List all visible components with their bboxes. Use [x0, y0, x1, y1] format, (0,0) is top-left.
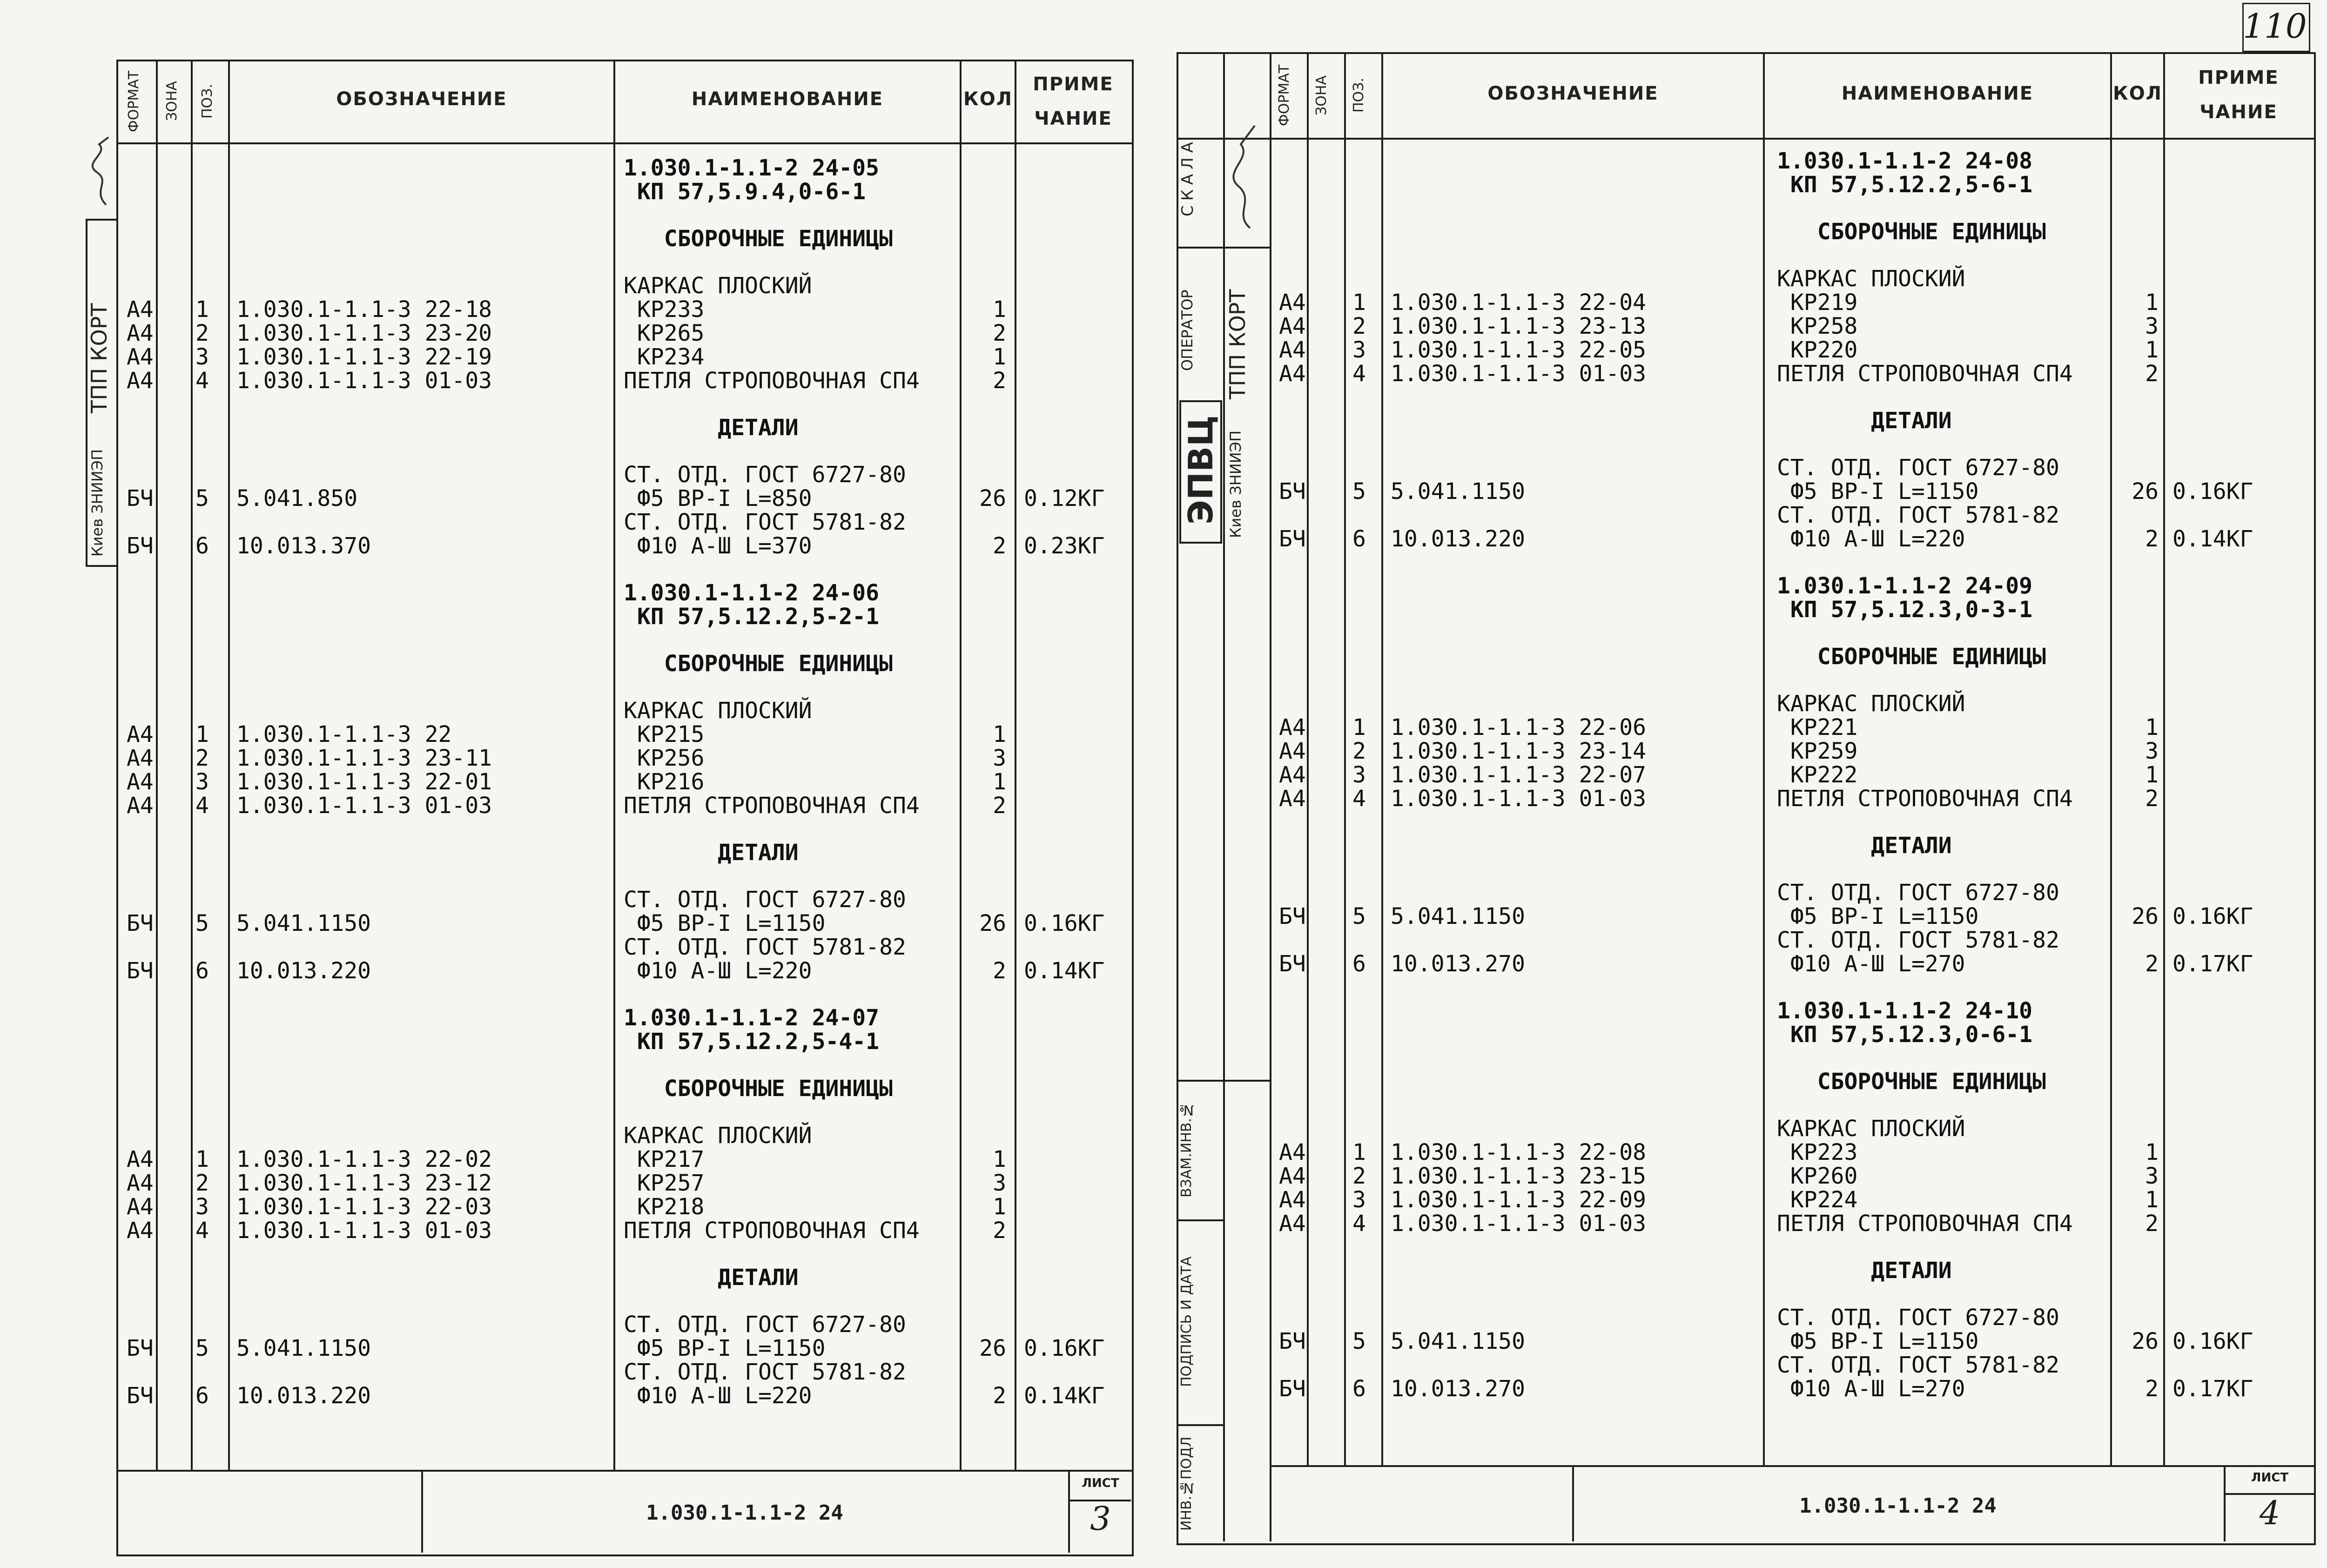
cell-qty: 2: [993, 533, 1006, 559]
cell-note: 0.16КГ: [1024, 910, 1105, 936]
cell-pos: 6: [195, 958, 209, 984]
cell-name: ПЕТЛЯ СТРОПОВОЧНАЯ СП4: [1777, 786, 2073, 812]
cell-designation: 10.013.220: [236, 958, 371, 984]
header-divider: [116, 142, 1132, 144]
sheet-label: ЛИСТ: [1082, 1476, 1119, 1490]
cell-name: Ф10 А-Ш L=220: [624, 958, 812, 984]
col-divider: [228, 60, 230, 1470]
cell-qty: 2: [2145, 361, 2159, 387]
col-divider: [960, 60, 962, 1470]
cell-qty: 2: [993, 1383, 1006, 1409]
cell-name: Ф5 ВР-I L=1150: [624, 910, 826, 936]
cell-note: 0.16КГ: [1024, 1335, 1105, 1361]
cell-format: А4: [1279, 1139, 1306, 1165]
cell-note: 0.12КГ: [1024, 485, 1105, 511]
cell-designation: 1.030.1-1.1-3 22-03: [236, 1194, 492, 1220]
cell-name: КР223: [1777, 1139, 1858, 1165]
cell-name: КР221: [1777, 714, 1858, 740]
cell-format: А4: [127, 793, 154, 819]
cell-designation: 10.013.220: [236, 1383, 371, 1409]
cell-designation: 1.030.1-1.1-3 22-01: [236, 769, 492, 795]
cell-qty: 3: [2145, 738, 2159, 764]
cell-qty: 26: [979, 910, 1006, 936]
cell-pos: 5: [195, 485, 209, 511]
cell-format: А4: [1279, 714, 1306, 740]
cell-pos: 2: [195, 320, 209, 346]
cell-qty: 1: [993, 721, 1006, 747]
col-divider: [2110, 52, 2112, 1465]
cell-designation: 1.030.1-1.1-3 01-03: [236, 368, 492, 394]
cell-pos: 2: [195, 745, 209, 771]
cell-designation: 1.030.1-1.1-3 22-05: [1391, 337, 1647, 363]
cell-pos: 2: [1352, 1163, 1366, 1189]
cell-note: 0.14КГ: [2172, 526, 2253, 552]
cell-name: 1.030.1-1.1-2 24-10: [1777, 998, 2033, 1024]
cell-name: 1.030.1-1.1-2 24-05: [624, 155, 880, 181]
cell-name: КР234: [624, 344, 705, 370]
cell-name: КР233: [624, 296, 705, 323]
cell-format: БЧ: [127, 958, 154, 984]
header-pos: ПОЗ.: [199, 84, 215, 119]
header-name: НАИМЕНОВАНИЕ: [691, 88, 884, 110]
cell-qty: 2: [2145, 951, 2159, 977]
cell-name: СБОРОЧНЫЕ ЕДИНИЦЫ: [1777, 219, 2046, 245]
cell-format: А4: [127, 1194, 154, 1220]
cell-pos: 1: [195, 296, 209, 323]
cell-format: БЧ: [1279, 903, 1306, 929]
header-designation: ОБОЗНАЧЕНИЕ: [336, 88, 507, 110]
header-zone: ЗОНА: [1313, 75, 1330, 115]
cell-pos: 1: [1352, 714, 1366, 740]
cell-name: СБОРОЧНЫЕ ЕДИНИЦЫ: [1777, 644, 2046, 670]
cell-note: 0.23КГ: [1024, 533, 1105, 559]
cell-name: 1.030.1-1.1-2 24-08: [1777, 148, 2033, 174]
cell-name: Ф10 А-Ш L=270: [1777, 951, 1965, 977]
cell-designation: 10.013.370: [236, 533, 371, 559]
cell-format: А4: [1279, 786, 1306, 812]
cell-name: КР218: [624, 1194, 705, 1220]
cell-pos: 1: [195, 1146, 209, 1172]
cell-designation: 1.030.1-1.1-3 01-03: [1391, 1211, 1647, 1237]
cell-pos: 2: [1352, 313, 1366, 339]
cell-designation: 1.030.1-1.1-3 23-11: [236, 745, 492, 771]
cell-name: Ф10 А-Ш L=220: [624, 1383, 812, 1409]
cell-qty: 1: [993, 296, 1006, 323]
cell-name: СТ. ОТД. ГОСТ 6727-80: [624, 887, 906, 913]
cell-format: А4: [127, 320, 154, 346]
cell-name: КП 57,5.12.2,5-6-1: [1777, 172, 2033, 198]
stamp-kiev-zniiep: Киев ЗНИИЭП: [88, 449, 106, 557]
header-note-1: ПРИМЕ: [2198, 67, 2279, 88]
stamp-tpp-kort: ТПП КОРТ: [1225, 289, 1250, 400]
cell-name: Ф5 ВР-I L=850: [624, 485, 812, 511]
cell-designation: 1.030.1-1.1-3 01-03: [1391, 361, 1647, 387]
cell-qty: 3: [993, 745, 1006, 771]
cell-pos: 3: [195, 344, 209, 370]
cell-designation: 10.013.270: [1391, 1376, 1525, 1402]
cell-designation: 1.030.1-1.1-3 23-20: [236, 320, 492, 346]
footer-divider: [1270, 1465, 2314, 1467]
cell-name: СБОРОЧНЫЕ ЕДИНИЦЫ: [624, 226, 893, 252]
cell-name: Ф10 А-Ш L=220: [1777, 526, 1965, 552]
cell-pos: 1: [195, 721, 209, 747]
cell-name: КР257: [624, 1170, 705, 1196]
cell-name: КР220: [1777, 337, 1858, 363]
header-designation: ОБОЗНАЧЕНИЕ: [1487, 83, 1659, 104]
cell-pos: 5: [195, 1335, 209, 1361]
cell-name: КАРКАС ПЛОСКИЙ: [624, 698, 812, 724]
cell-name: ПЕТЛЯ СТРОПОВОЧНАЯ СП4: [1777, 1211, 2073, 1237]
cell-qty: 1: [2145, 714, 2159, 740]
cell-format: БЧ: [1279, 1376, 1306, 1402]
cell-pos: 1: [1352, 1139, 1366, 1165]
cell-name: Ф5 ВР-I L=1150: [1777, 478, 1979, 505]
cell-pos: 4: [195, 368, 209, 394]
cell-format: А4: [127, 745, 154, 771]
cell-note: 0.16КГ: [2172, 903, 2253, 929]
cell-name: СТ. ОТД. ГОСТ 6727-80: [624, 1312, 906, 1338]
cell-designation: 1.030.1-1.1-3 22: [236, 721, 452, 747]
cell-qty: 2: [993, 1218, 1006, 1244]
stamp-divider: [1177, 1424, 1223, 1426]
cell-name: СБОРОЧНЫЕ ЕДИНИЦЫ: [624, 1076, 893, 1102]
stamp-signature-date: ПОДПИСЬ И ДАТА: [1178, 1256, 1195, 1387]
col-divider: [613, 60, 615, 1470]
header-qty: КОЛ: [2113, 83, 2162, 104]
cell-qty: 2: [993, 320, 1006, 346]
cell-name: СТ. ОТД. ГОСТ 5781-82: [1777, 1352, 2059, 1378]
cell-qty: 1: [993, 1146, 1006, 1172]
cell-name: СТ. ОТД. ГОСТ 5781-82: [624, 1359, 906, 1385]
cell-pos: 4: [195, 1218, 209, 1244]
stamp-divider: [1177, 247, 1270, 249]
signature-image: [87, 135, 115, 209]
cell-name: СТ. ОТД. ГОСТ 5781-82: [624, 934, 906, 960]
cell-designation: 1.030.1-1.1-3 01-03: [236, 1218, 492, 1244]
cell-format: А4: [127, 1146, 154, 1172]
cell-qty: 1: [993, 769, 1006, 795]
cell-note: 0.16КГ: [2172, 1328, 2253, 1354]
cell-name: КР258: [1777, 313, 1858, 339]
cell-name: КР219: [1777, 289, 1858, 316]
sheet-right: [1177, 0, 2327, 1568]
col-divider: [1381, 52, 1383, 1465]
col-divider: [1307, 52, 1309, 1465]
cell-name: Ф5 ВР-I L=1150: [624, 1335, 826, 1361]
cell-name: КР217: [624, 1146, 705, 1172]
cell-format: А4: [1279, 1163, 1306, 1189]
cell-qty: 1: [2145, 289, 2159, 316]
cell-pos: 3: [1352, 337, 1366, 363]
cell-pos: 5: [1352, 903, 1366, 929]
cell-name: КАРКАС ПЛОСКИЙ: [1777, 1116, 1965, 1142]
cell-note: 0.17КГ: [2172, 951, 2253, 977]
cell-pos: 5: [1352, 478, 1366, 505]
cell-format: БЧ: [1279, 951, 1306, 977]
cell-qty: 1: [2145, 762, 2159, 788]
cell-format: БЧ: [127, 910, 154, 936]
cell-pos: 6: [1352, 951, 1366, 977]
cell-name: СТ. ОТД. ГОСТ 6727-80: [624, 462, 906, 488]
cell-designation: 1.030.1-1.1-3 22-04: [1391, 289, 1647, 316]
cell-pos: 5: [195, 910, 209, 936]
cell-name: КР216: [624, 769, 705, 795]
cell-format: А4: [127, 368, 154, 394]
cell-note: 0.14КГ: [1024, 1383, 1105, 1409]
header-format: ФОРМАТ: [1276, 64, 1292, 127]
cell-format: А4: [1279, 738, 1306, 764]
cell-designation: 1.030.1-1.1-3 22-06: [1391, 714, 1647, 740]
cell-name: ДЕТАЛИ: [624, 1265, 799, 1291]
cell-designation: 5.041.1150: [1391, 1328, 1525, 1354]
cell-format: А4: [1279, 337, 1306, 363]
cell-format: А4: [1279, 1187, 1306, 1213]
cell-qty: 2: [2145, 1211, 2159, 1237]
cell-name: КАРКАС ПЛОСКИЙ: [624, 1123, 812, 1149]
cell-format: БЧ: [1279, 526, 1306, 552]
stamp-tpp-kort: ТПП КОРТ: [87, 303, 112, 414]
cell-pos: 3: [195, 769, 209, 795]
cell-designation: 1.030.1-1.1-3 23-12: [236, 1170, 492, 1196]
cell-name: СТ. ОТД. ГОСТ 5781-82: [1777, 927, 2059, 953]
col-divider: [1763, 52, 1765, 1465]
cell-name: 1.030.1-1.1-2 24-09: [1777, 573, 2033, 599]
cell-note: 0.14КГ: [1024, 958, 1105, 984]
cell-name: ПЕТЛЯ СТРОПОВОЧНАЯ СП4: [624, 368, 920, 394]
cell-format: А4: [1279, 762, 1306, 788]
cell-name: ДЕТАЛИ: [1777, 833, 1952, 859]
header-name: НАИМЕНОВАНИЕ: [1841, 83, 2034, 104]
sheet-number: 3: [1090, 1500, 1111, 1538]
cell-format: А4: [127, 1170, 154, 1196]
cell-name: КАРКАС ПЛОСКИЙ: [624, 273, 812, 299]
cell-name: СТ. ОТД. ГОСТ 6727-80: [1777, 455, 2059, 481]
cell-pos: 6: [1352, 1376, 1366, 1402]
cell-pos: 6: [1352, 526, 1366, 552]
cell-designation: 10.013.270: [1391, 951, 1525, 977]
cell-qty: 3: [2145, 1163, 2159, 1189]
header-note-2: ЧАНИЕ: [2199, 101, 2278, 123]
stamp-inv-podl: ИНВ.№ПОДЛ: [1178, 1436, 1195, 1531]
cell-format: БЧ: [127, 533, 154, 559]
cell-name: СТ. ОТД. ГОСТ 5781-82: [1777, 502, 2059, 528]
cell-name: ПЕТЛЯ СТРОПОВОЧНАЯ СП4: [624, 793, 920, 819]
cell-designation: 1.030.1-1.1-3 22-18: [236, 296, 492, 323]
cell-pos: 3: [1352, 762, 1366, 788]
cell-name: 1.030.1-1.1-2 24-07: [624, 1005, 880, 1031]
sheet-label: ЛИСТ: [2251, 1471, 2289, 1485]
cell-name: ПЕТЛЯ СТРОПОВОЧНАЯ СП4: [624, 1218, 920, 1244]
cell-qty: 26: [2132, 903, 2159, 929]
header-format: ФОРМАТ: [126, 70, 142, 132]
stamp-epvc: ЭПВЦ: [1181, 415, 1220, 525]
cell-designation: 5.041.1150: [236, 910, 371, 936]
cell-format: А4: [1279, 361, 1306, 387]
cell-name: ДЕТАЛИ: [1777, 1258, 1952, 1284]
cell-qty: 2: [2145, 786, 2159, 812]
cell-designation: 1.030.1-1.1-3 22-09: [1391, 1187, 1647, 1213]
stamp-divider: [1177, 1080, 1270, 1082]
cell-name: СТ. ОТД. ГОСТ 5781-82: [624, 509, 906, 535]
cell-designation: 10.013.220: [1391, 526, 1525, 552]
cell-qty: 26: [2132, 1328, 2159, 1354]
cell-designation: 1.030.1-1.1-3 22-08: [1391, 1139, 1647, 1165]
header-note-1: ПРИМЕ: [1033, 74, 1114, 95]
cell-name: КП 57,5.12.2,5-4-1: [624, 1029, 880, 1055]
cell-qty: 26: [979, 1335, 1006, 1361]
cell-pos: 4: [1352, 361, 1366, 387]
cell-format: БЧ: [127, 1335, 154, 1361]
cell-designation: 1.030.1-1.1-3 23-13: [1391, 313, 1647, 339]
footer-code: 1.030.1-1.1-2 24: [1799, 1494, 1997, 1518]
col-divider: [1015, 60, 1016, 1470]
cell-name: 1.030.1-1.1-2 24-06: [624, 580, 880, 606]
cell-pos: 6: [195, 1383, 209, 1409]
signature-image: [1227, 116, 1264, 237]
cell-note: 0.17КГ: [2172, 1376, 2253, 1402]
cell-format: А4: [127, 1218, 154, 1244]
cell-pos: 2: [195, 1170, 209, 1196]
cell-qty: 2: [2145, 1376, 2159, 1402]
cell-designation: 1.030.1-1.1-3 22-02: [236, 1146, 492, 1172]
cell-pos: 3: [195, 1194, 209, 1220]
col-divider: [156, 60, 158, 1470]
cell-name: СТ. ОТД. ГОСТ 6727-80: [1777, 1305, 2059, 1331]
cell-pos: 4: [195, 793, 209, 819]
cell-format: А4: [127, 344, 154, 370]
cell-format: А4: [127, 296, 154, 323]
cell-designation: 5.041.850: [236, 485, 358, 511]
cell-note: 0.16КГ: [2172, 478, 2253, 505]
cell-format: БЧ: [127, 485, 154, 511]
stamp-scale: СКАЛА: [1178, 137, 1197, 216]
cell-designation: 5.041.1150: [236, 1335, 371, 1361]
cell-name: СБОРОЧНЫЕ ЕДИНИЦЫ: [1777, 1069, 2046, 1095]
cell-format: А4: [127, 769, 154, 795]
cell-format: БЧ: [127, 1383, 154, 1409]
stamp-operator: ОПЕРАТОР: [1178, 289, 1196, 371]
cell-qty: 2: [993, 793, 1006, 819]
cell-name: КР265: [624, 320, 705, 346]
cell-format: БЧ: [1279, 478, 1306, 505]
cell-designation: 1.030.1-1.1-3 01-03: [1391, 786, 1647, 812]
cell-format: А4: [1279, 289, 1306, 316]
cell-name: СБОРОЧНЫЕ ЕДИНИЦЫ: [624, 651, 893, 677]
cell-pos: 5: [1352, 1328, 1366, 1354]
cell-name: Ф5 ВР-I L=1150: [1777, 903, 1979, 929]
cell-name: Ф5 ВР-I L=1150: [1777, 1328, 1979, 1354]
header-pos: ПОЗ.: [1351, 78, 1367, 113]
cell-name: КАРКАС ПЛОСКИЙ: [1777, 691, 1965, 717]
col-divider: [2163, 52, 2165, 1465]
cell-name: Ф10 А-Ш L=270: [1777, 1376, 1965, 1402]
cell-qty: 1: [2145, 337, 2159, 363]
cell-name: КР222: [1777, 762, 1858, 788]
cell-name: КП 57,5.9.4,0-6-1: [624, 179, 866, 205]
cell-name: СТ. ОТД. ГОСТ 6727-80: [1777, 880, 2059, 906]
cell-name: КР256: [624, 745, 705, 771]
cell-format: БЧ: [1279, 1328, 1306, 1354]
cell-designation: 1.030.1-1.1-3 22-07: [1391, 762, 1647, 788]
header-qty: КОЛ: [963, 88, 1013, 110]
cell-pos: 1: [1352, 289, 1366, 316]
col-divider: [1270, 52, 1271, 1541]
cell-name: КП 57,5.12.3,0-6-1: [1777, 1022, 2033, 1048]
cell-qty: 1: [2145, 1139, 2159, 1165]
cell-name: КР215: [624, 721, 705, 747]
cell-pos: 6: [195, 533, 209, 559]
cell-designation: 1.030.1-1.1-3 23-15: [1391, 1163, 1647, 1189]
cell-name: КАРКАС ПЛОСКИЙ: [1777, 266, 1965, 292]
footer-divider: [116, 1470, 1132, 1472]
cell-qty: 26: [2132, 478, 2159, 505]
cell-designation: 5.041.1150: [1391, 903, 1525, 929]
cell-name: Ф10 А-Ш L=370: [624, 533, 812, 559]
cell-name: ДЕТАЛИ: [1777, 408, 1952, 434]
cell-name: ДЕТАЛИ: [624, 415, 799, 441]
cell-name: ПЕТЛЯ СТРОПОВОЧНАЯ СП4: [1777, 361, 2073, 387]
col-divider: [191, 60, 193, 1470]
cell-format: А4: [1279, 1211, 1306, 1237]
cell-qty: 3: [993, 1170, 1006, 1196]
cell-format: А4: [1279, 313, 1306, 339]
cell-qty: 2: [2145, 526, 2159, 552]
cell-designation: 5.041.1150: [1391, 478, 1525, 505]
cell-format: А4: [127, 721, 154, 747]
cell-name: КР259: [1777, 738, 1858, 764]
cell-pos: 2: [1352, 738, 1366, 764]
sheet-number: 4: [2259, 1494, 2280, 1532]
cell-qty: 2: [993, 368, 1006, 394]
cell-name: КП 57,5.12.3,0-3-1: [1777, 597, 2033, 623]
cell-qty: 2: [993, 958, 1006, 984]
cell-name: КП 57,5.12.2,5-2-1: [624, 604, 880, 630]
stamp-divider: [1177, 1219, 1223, 1221]
cell-name: ДЕТАЛИ: [624, 840, 799, 866]
cell-designation: 1.030.1-1.1-3 23-14: [1391, 738, 1647, 764]
stamp-kiev-zniiep: Киев ЗНИИЭП: [1227, 430, 1244, 538]
cell-designation: 1.030.1-1.1-3 01-03: [236, 793, 492, 819]
cell-pos: 4: [1352, 786, 1366, 812]
stamp-vzam-inv: ВЗАМ.ИНВ.№: [1178, 1102, 1195, 1198]
cell-pos: 4: [1352, 1211, 1366, 1237]
cell-pos: 3: [1352, 1187, 1366, 1213]
sheet-left: [0, 0, 1154, 1568]
cell-qty: 1: [2145, 1187, 2159, 1213]
cell-qty: 1: [993, 1194, 1006, 1220]
cell-qty: 1: [993, 344, 1006, 370]
footer-code: 1.030.1-1.1-2 24: [646, 1501, 843, 1525]
col-divider: [1344, 52, 1346, 1465]
cell-name: КР224: [1777, 1187, 1858, 1213]
cell-designation: 1.030.1-1.1-3 22-19: [236, 344, 492, 370]
cell-name: КР260: [1777, 1163, 1858, 1189]
header-note-2: ЧАНИЕ: [1034, 108, 1112, 129]
page-number: 110: [2243, 7, 2307, 46]
header-zone: ЗОНА: [164, 81, 180, 121]
header-divider: [1177, 138, 2314, 140]
cell-qty: 3: [2145, 313, 2159, 339]
cell-qty: 26: [979, 485, 1006, 511]
